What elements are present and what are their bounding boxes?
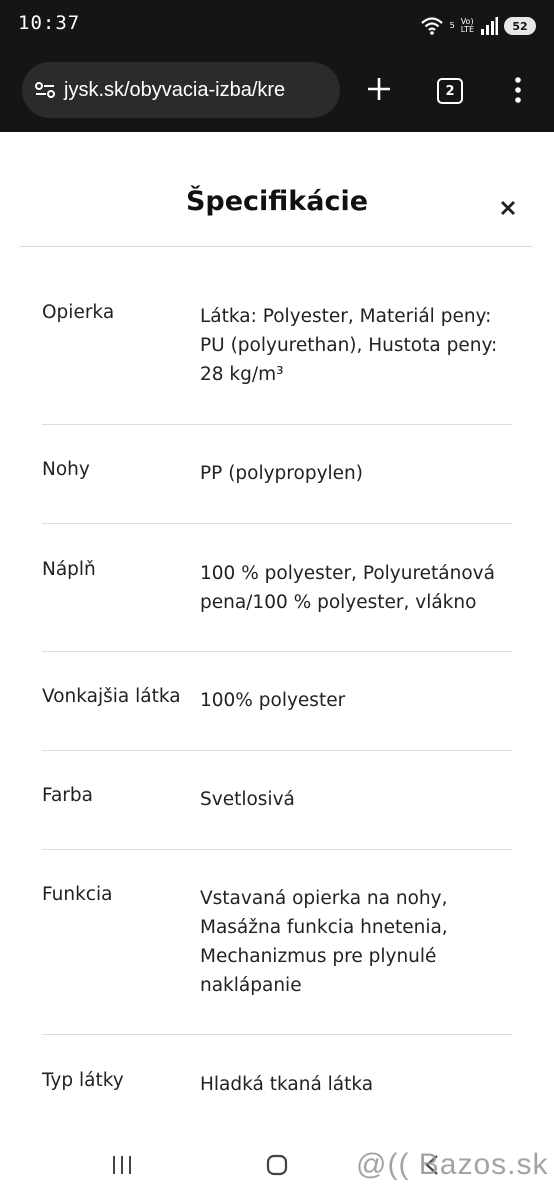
title-divider — [20, 246, 532, 247]
battery-level: 52 — [512, 19, 528, 33]
url-bar[interactable] — [22, 62, 340, 118]
spec-value: Vstavaná opierka na nohy, Masážna funkcia hnetenia, Mechanizmus pre plynulé naklápanie — [200, 888, 448, 996]
spec-value: 100 % polyester, Polyuretánová pena/100 % polyester, vlákno — [200, 563, 495, 613]
spec-value: Svetlosivá — [200, 789, 295, 810]
row-divider — [42, 651, 512, 652]
browser-toolbar — [0, 54, 554, 132]
spec-label: Farba — [42, 785, 93, 806]
spec-label: Náplň — [42, 559, 96, 580]
row-divider — [42, 750, 512, 751]
volte-indicator — [461, 18, 474, 34]
row-divider — [42, 849, 512, 850]
watermark-logo: @(( Bazos.sk — [356, 1148, 549, 1181]
signal-icon — [480, 17, 498, 35]
spec-label: Typ látky — [42, 1070, 124, 1091]
recent-apps-icon[interactable] — [111, 1154, 133, 1176]
spec-value: PP (polypropylen) — [200, 463, 363, 484]
home-icon[interactable] — [266, 1154, 288, 1176]
spec-label: Nohy — [42, 459, 90, 480]
spec-label: Opierka — [42, 302, 115, 323]
url-text[interactable]: jysk.sk/obyvacia-izba/kre — [64, 78, 286, 101]
more-menu-icon[interactable] — [510, 76, 526, 104]
status-time: 10:37 — [18, 12, 81, 34]
lte-label: LTE — [460, 25, 474, 34]
tab-switcher-button[interactable] — [437, 78, 463, 104]
tab-count: 2 — [445, 83, 455, 99]
volte-label: Vo) — [460, 17, 474, 26]
dialog-title: Špecifikácie — [185, 186, 369, 217]
wifi-band-label: 5 — [449, 21, 455, 30]
battery-icon — [504, 17, 536, 35]
wifi-icon — [420, 16, 444, 36]
status-bar — [0, 0, 554, 54]
close-icon[interactable] — [498, 198, 518, 218]
site-settings-icon[interactable] — [34, 79, 56, 101]
spec-value: Látka: Polyester, Materiál peny: PU (polyurethan), Hustota peny: 28 kg/m³ — [200, 306, 498, 385]
row-divider — [42, 1034, 512, 1035]
row-divider — [42, 523, 512, 524]
spec-label: Funkcia — [42, 884, 113, 905]
status-icons — [420, 14, 536, 38]
spec-label: Vonkajšia látka — [42, 686, 181, 707]
new-tab-icon[interactable] — [364, 74, 394, 104]
row-divider — [42, 424, 512, 425]
spec-value: 100% polyester — [200, 690, 346, 711]
spec-value: Hladká tkaná látka — [200, 1074, 374, 1095]
